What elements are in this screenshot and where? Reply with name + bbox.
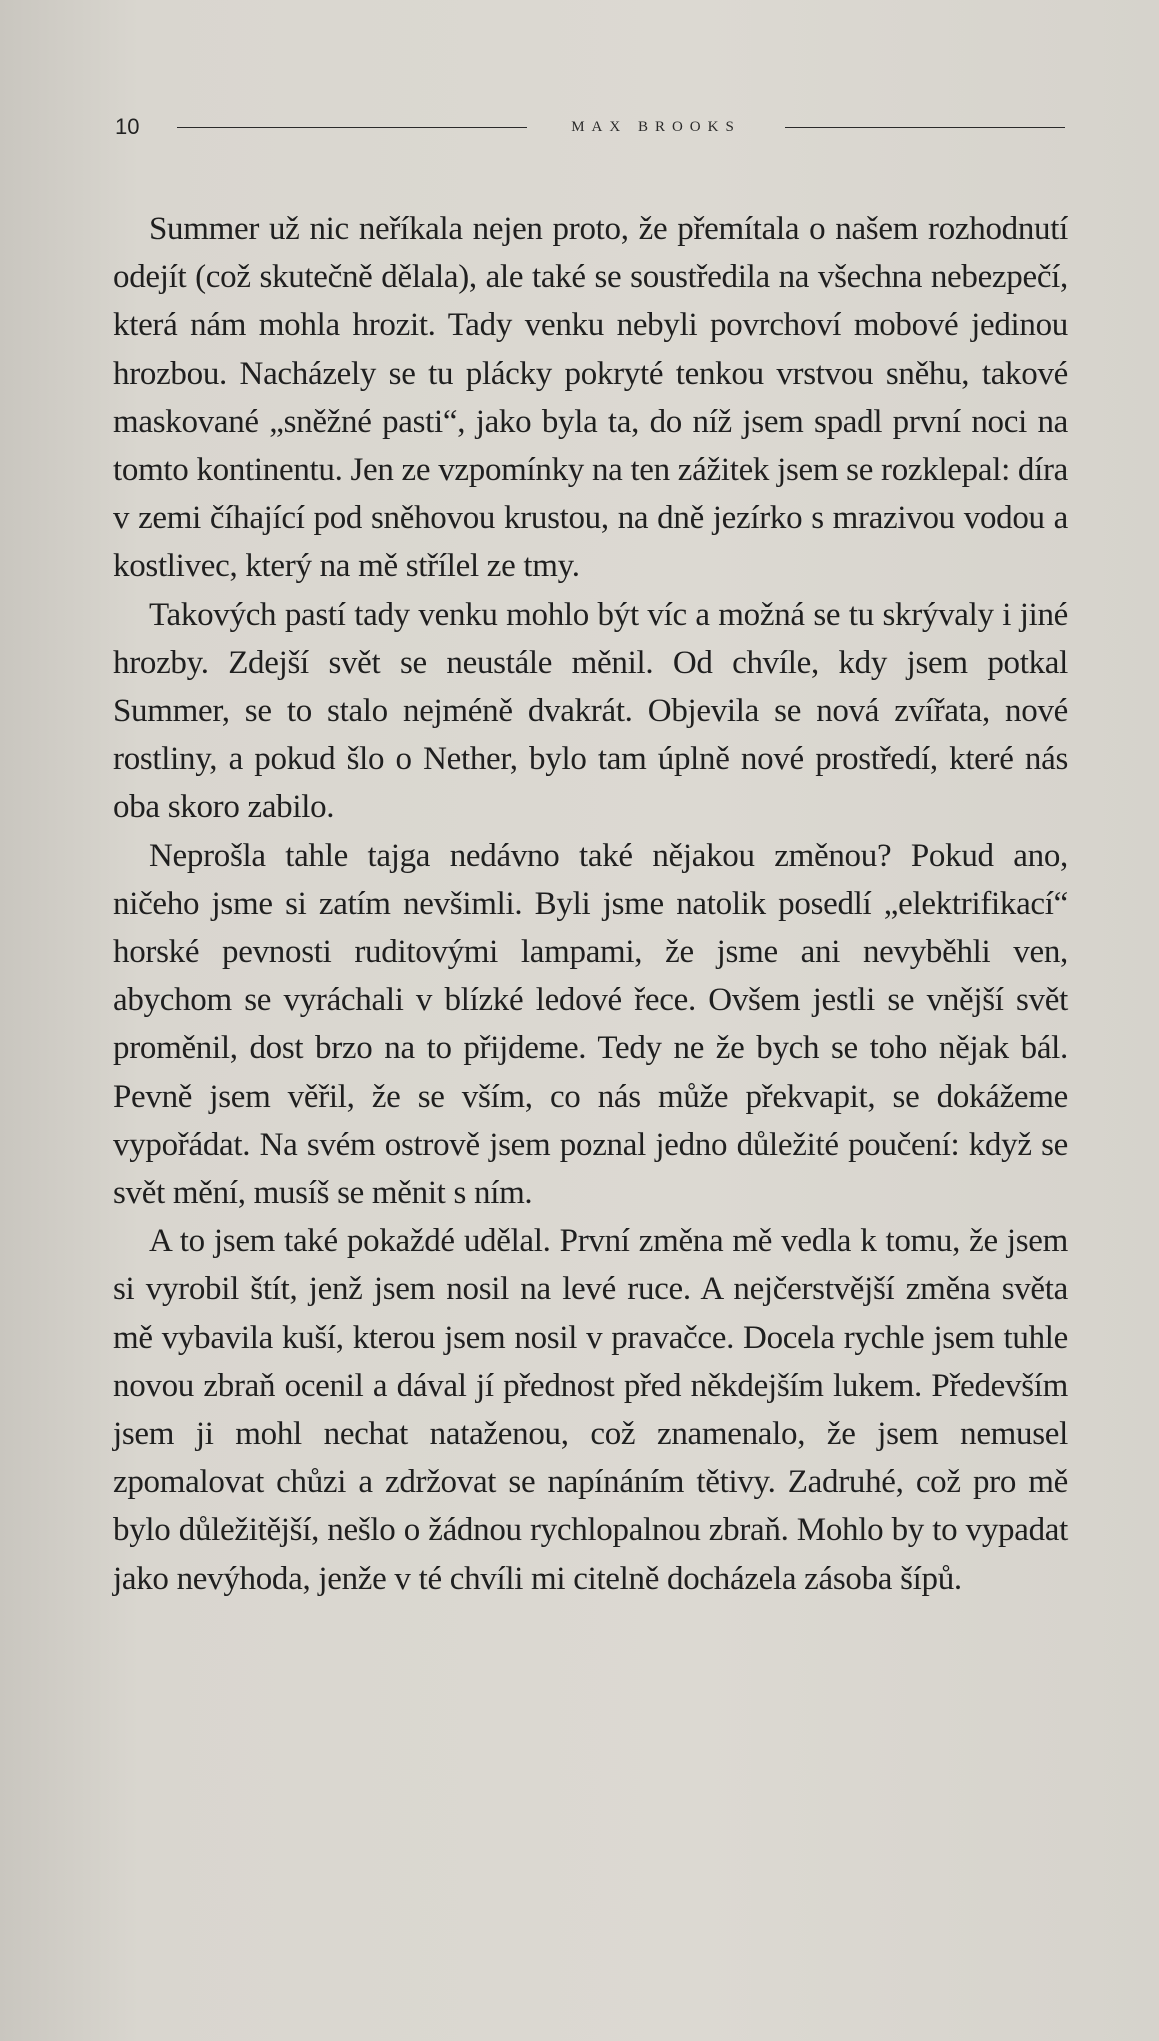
header-rule-right	[785, 127, 1065, 128]
paragraph-3: Neprošla tahle tajga nedávno také nějakou změnou? Pokud ano, ničeho jsme si zatím nevšimli. Byli jsme natolik posedlí „elektrifikací“ horské pevnosti ruditovými lampami, že jsme ani nevyběhli ven, abychom se vyráchali v blízké ledové řece. Ovšem jestli se vnější svět proměnil, dost brzo na to přijdeme. Tedy ne že bych se toho nějak bál. Pevně jsem věřil, že se vším, co nás může překvapit, se dokážeme vypořádat. Na svém ostrově jsem poznal jedno důležité poučení: když se svět mění, musíš se měnit s ním.	[113, 837, 1068, 1212]
running-head	[115, 112, 1070, 142]
paragraph-1: Summer už nic neříkala nejen proto, že přemítala o našem rozhodnutí odejít (což skutečně dělala), ale také se soustředila na všechna nebezpečí, která nám mohla hrozit. Tady venku nebyli povrchoví mobové jedinou hrozbou. Nacházely se tu plácky pokryté tenkou vrstvou sněhu, takové maskované „sněžné pasti“, jako byla ta, do níž jsem spadl první noci na tomto kontinentu. Jen ze vzpomínky na ten zážitek jsem se rozklepal: díra v zemi číhající pod sněhovou krustou, na dně jezírko s mrazivou vodou a kostlivec, který na mě střílel ze tmy.	[113, 211, 1068, 585]
paragraph-2: Takových pastí tady venku mohlo být víc a možná se tu skrývaly i jiné hrozby. Zdejší svět se neustále měnil. Od chvíle, kdy jsem potkal Summer, se to stalo nejméně dvakrát. Objevila se nová zvířata, nové rostliny, a pokud šlo o Nether, bylo tam úplně nové prostředí, které nás oba skoro zabilo.	[113, 596, 1068, 826]
header-rule-left	[177, 127, 527, 128]
running-head-author: MAX BROOKS	[571, 119, 741, 135]
page-number: 10	[115, 114, 140, 139]
paragraph-4: A to jsem také pokaždé udělal. První změna mě vedla k tomu, že jsem si vyrobil štít, jenž jsem nosil na levé ruce. A nejčerstvější změna světa mě vybavila kuší, kterou jsem nosil v pravačce. Docela rychle jsem tuhle novou zbraň ocenil a dával jí přednost před někdejším lukem. Především jsem ji mohl nechat nataženou, což znamenalo, že jsem nemusel zpomalovat chůzi a zdržovat se napínáním tětivy. Zadruhé, což pro mě bylo důležitější, nešlo o žádnou rychlopalnou zbraň. Mohlo by to vypadat jako nevýhoda, jenže v té chvíli mi citelně docházela zásoba šípů.	[113, 1223, 1068, 1597]
body-text	[113, 205, 1068, 1603]
